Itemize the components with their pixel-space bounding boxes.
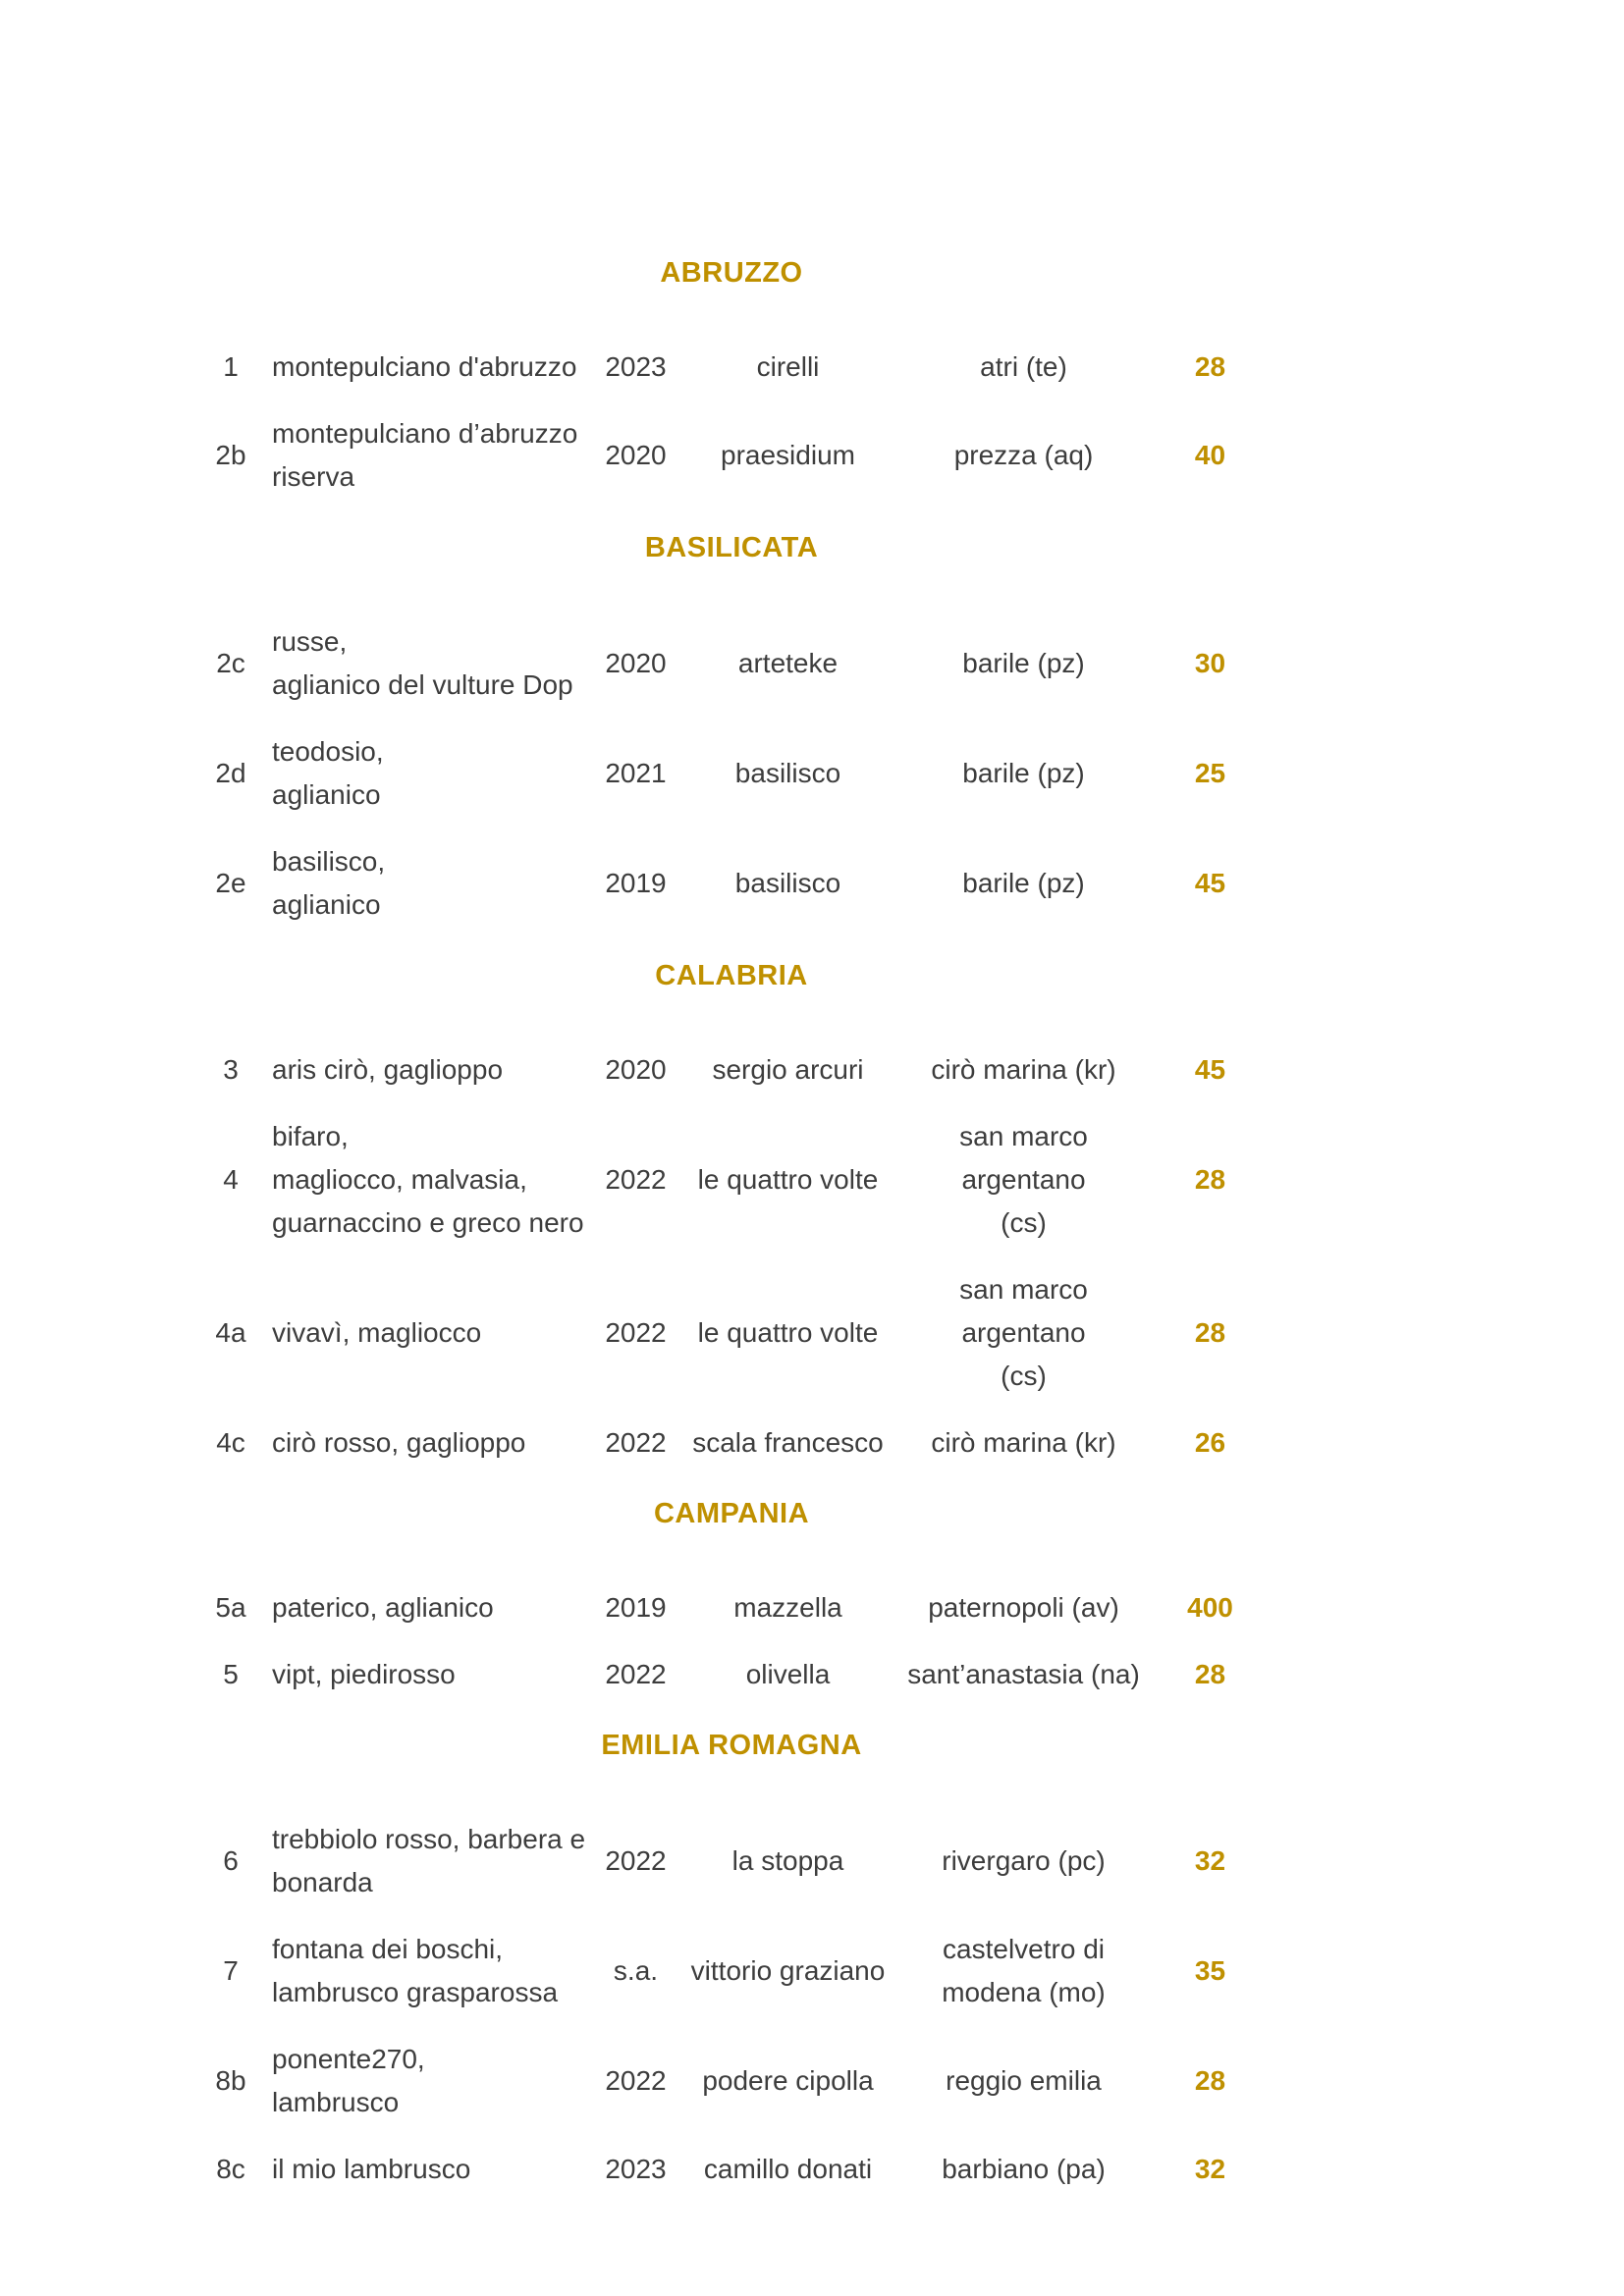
wine-price: 32 [1194, 2154, 1226, 2184]
wine-location: castelvetro di modena (mo) [942, 1934, 1106, 2007]
wine-id: 7 [223, 1955, 239, 1986]
wine-price: 40 [1194, 440, 1226, 470]
wine-row [191, 2026, 1272, 2136]
wine-row [191, 1806, 1272, 1916]
wine-location: prezza (aq) [953, 440, 1094, 470]
region-heading: CAMPANIA [653, 1498, 810, 1529]
wine-producer: le quattro volte [697, 1164, 879, 1195]
wine-vintage: 2022 [605, 2065, 667, 2096]
wine-row [191, 1037, 1272, 1103]
wine-producer: le quattro volte [697, 1317, 879, 1348]
section-rows [191, 1575, 1272, 1708]
wine-row [191, 1256, 1272, 1410]
wine-vintage: 2022 [605, 1317, 667, 1348]
wine-location: reggio emilia [946, 2065, 1102, 2096]
wine-id: 4c [216, 1427, 245, 1458]
wine-price: 28 [1194, 351, 1226, 382]
wine-id: 3 [223, 1054, 239, 1085]
region-section [191, 1476, 1272, 1708]
wine-vintage: 2020 [605, 648, 667, 678]
wine-location: barbiano (pa) [942, 2154, 1106, 2184]
wine-row [191, 828, 1272, 938]
wine-id: 4 [223, 1164, 239, 1195]
wine-vintage: 2022 [605, 1845, 667, 1876]
wine-producer: podere cipolla [702, 2065, 874, 2096]
wine-price: 28 [1194, 1317, 1226, 1348]
wine-price: 28 [1194, 2065, 1226, 2096]
wine-price: 28 [1194, 1164, 1226, 1195]
wine-producer: scala francesco [692, 1427, 884, 1458]
wine-price: 28 [1194, 1659, 1226, 1689]
wine-price: 45 [1194, 1054, 1226, 1085]
wine-producer: camillo donati [703, 2154, 873, 2184]
wine-name: aris cirò, gaglioppo [272, 1054, 504, 1085]
wine-producer: sergio arcuri [712, 1054, 864, 1085]
wine-price: 25 [1194, 758, 1226, 788]
wine-producer: praesidium [721, 440, 855, 470]
wine-name: montepulciano d’abruzzo riserva [272, 418, 578, 492]
wine-price: 45 [1194, 868, 1226, 898]
wine-producer: arteteke [737, 648, 839, 678]
region-section [191, 510, 1272, 938]
wine-price: 26 [1194, 1427, 1226, 1458]
wine-vintage: 2023 [605, 351, 667, 382]
wine-id: 5a [215, 1592, 246, 1623]
wine-row [191, 609, 1272, 719]
wine-producer: mazzella [733, 1592, 842, 1623]
wine-id: 2c [216, 648, 245, 678]
wine-location: barile (pz) [962, 868, 1085, 898]
wine-id: 2d [215, 758, 246, 788]
wine-location: atri (te) [980, 351, 1067, 382]
wine-name: montepulciano d'abruzzo [272, 351, 577, 382]
wine-producer: vittorio graziano [690, 1955, 886, 1986]
wine-name: vipt, piedirosso [272, 1659, 456, 1689]
wine-vintage: 2022 [605, 1164, 667, 1195]
wine-id: 2e [215, 868, 246, 898]
wine-location: cirò marina (kr) [931, 1054, 1116, 1085]
wine-producer: la stoppa [731, 1845, 844, 1876]
wine-id: 2b [215, 440, 246, 470]
wine-vintage: 2019 [605, 868, 667, 898]
region-section [191, 938, 1272, 1476]
wine-id: 8b [215, 2065, 246, 2096]
wine-row [191, 719, 1272, 828]
wine-row [191, 1575, 1272, 1641]
wine-price: 35 [1194, 1955, 1226, 1986]
wine-name: paterico, aglianico [272, 1592, 494, 1623]
wine-name: cirò rosso, gaglioppo [272, 1427, 526, 1458]
wine-id: 5 [223, 1659, 239, 1689]
wine-producer: olivella [745, 1659, 831, 1689]
region-heading: CALABRIA [655, 960, 808, 991]
wine-vintage: s.a. [613, 1955, 659, 1986]
wine-location: cirò marina (kr) [931, 1427, 1116, 1458]
wine-vintage: 2023 [605, 2154, 667, 2184]
wine-name: russe, aglianico del vulture Dop [272, 626, 573, 700]
wine-price: 400 [1187, 1592, 1233, 1623]
wine-name: ponente270, lambrusco [272, 2044, 425, 2117]
wine-name: il mio lambrusco [272, 2154, 471, 2184]
region-section [191, 236, 1272, 510]
wine-vintage: 2019 [605, 1592, 667, 1623]
section-rows [191, 1806, 1272, 2203]
region-heading: BASILICATA [644, 532, 819, 563]
region-heading: EMILIA ROMAGNA [601, 1730, 862, 1761]
wine-location: san marco argentano (cs) [959, 1274, 1088, 1391]
section-rows [191, 1037, 1272, 1476]
wine-id: 6 [223, 1845, 239, 1876]
wine-location: san marco argentano (cs) [959, 1121, 1088, 1238]
section-rows [191, 334, 1272, 510]
wine-location: barile (pz) [962, 648, 1085, 678]
wine-price: 32 [1194, 1845, 1226, 1876]
wine-price: 30 [1194, 648, 1226, 678]
region-section [191, 1708, 1272, 2203]
wine-id: 4a [215, 1317, 246, 1348]
wine-row [191, 2136, 1272, 2203]
wine-vintage: 2020 [605, 1054, 667, 1085]
wine-location: paternopoli (av) [928, 1592, 1119, 1623]
wine-id: 1 [223, 351, 239, 382]
wine-location: rivergaro (pc) [942, 1845, 1106, 1876]
wine-vintage: 2022 [605, 1659, 667, 1689]
wine-row [191, 334, 1272, 400]
wine-id: 8c [216, 2154, 245, 2184]
wine-location: sant’anastasia (na) [907, 1659, 1140, 1689]
wine-name: trebbiolo rosso, barbera e bonarda [272, 1824, 586, 1897]
wine-row [191, 1916, 1272, 2026]
wine-row [191, 400, 1272, 510]
wine-vintage: 2021 [605, 758, 667, 788]
wine-producer: basilisco [734, 758, 841, 788]
wine-location: barile (pz) [962, 758, 1085, 788]
wine-vintage: 2020 [605, 440, 667, 470]
section-rows [191, 609, 1272, 938]
wine-producer: basilisco [734, 868, 841, 898]
wine-name: teodosio, aglianico [272, 736, 384, 810]
wine-name: bifaro, magliocco, malvasia, guarnaccino e greco nero [272, 1121, 584, 1238]
wine-list [191, 236, 1272, 2203]
wine-name: fontana dei boschi, lambrusco grasparossa [272, 1934, 559, 2007]
wine-name: basilisco, aglianico [272, 846, 386, 920]
wine-vintage: 2022 [605, 1427, 667, 1458]
region-heading: ABRUZZO [660, 257, 803, 289]
wine-producer: cirelli [756, 351, 820, 382]
wine-row [191, 1641, 1272, 1708]
wine-row [191, 1103, 1272, 1256]
wine-name: vivavì, magliocco [272, 1317, 482, 1348]
wine-row [191, 1410, 1272, 1476]
